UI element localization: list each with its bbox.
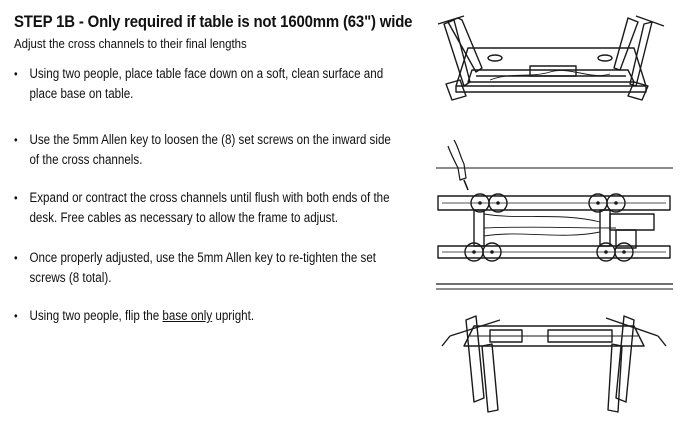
figure-table-face-down — [438, 16, 664, 100]
step-subtitle: Adjust the cross channels to their final lengths — [14, 36, 247, 51]
bullet-icon: • — [14, 67, 18, 81]
step-text: Expand or contract the cross channels until flush with both ends of the desk. Free cables as necessary to allow the frame to adjust. — [29, 190, 390, 225]
bullet-icon: • — [14, 251, 18, 265]
step-text-before: Using two people, flip the — [29, 308, 163, 323]
list-item — [14, 188, 392, 228]
step-text: Once properly adjusted, use the 5mm Allen key to re-tighten the set screws (8 total). — [29, 250, 377, 285]
bullet-icon: • — [14, 309, 18, 323]
bullet-icon: • — [14, 191, 18, 205]
step-text: Using two people, place table face down on a soft, clean surface and place base on table. — [29, 66, 384, 101]
instructions-panel — [14, 12, 413, 323]
list-item — [14, 130, 392, 170]
step-text: Use the 5mm Allen key to loosen the (8) set screws on the inward side of the cross channels. — [29, 132, 391, 167]
step-text-after: upright. — [212, 308, 255, 323]
list-item — [14, 248, 392, 288]
figure-cross-channel-screws — [436, 140, 673, 289]
illustrations — [420, 0, 689, 423]
list-item — [14, 64, 392, 104]
bullet-icon: • — [14, 133, 18, 147]
figure-base-upright — [442, 316, 666, 412]
step-text-underlined: base only — [162, 308, 213, 323]
step-title: STEP 1B - Only required if table is not 1600mm (63") wide — [14, 12, 413, 31]
list-item — [14, 306, 392, 326]
